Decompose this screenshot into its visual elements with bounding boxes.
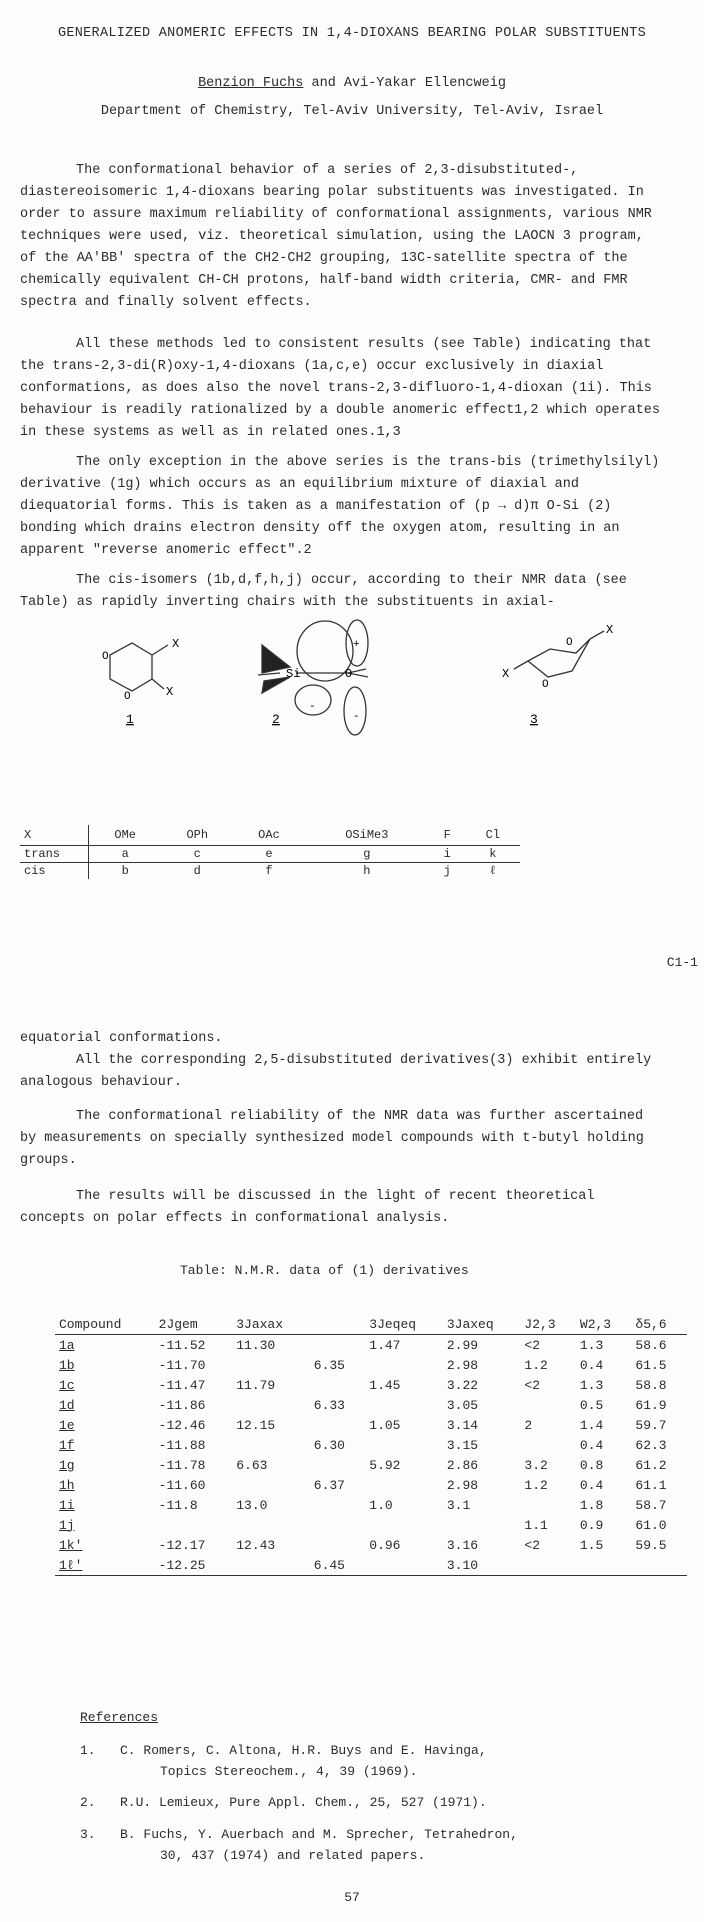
nmr-cell: 58.8 bbox=[635, 1377, 667, 1393]
structure-2-minus-bottom: - bbox=[353, 711, 360, 723]
nmr-cell: 13.0 bbox=[236, 1497, 268, 1513]
author-2: Avi-Yakar Ellencweig bbox=[343, 76, 506, 91]
table-caption: Table: N.M.R. data of (1) derivatives bbox=[180, 1263, 469, 1278]
substituent-header-cell: Cl bbox=[485, 828, 501, 842]
structure-1-x-top: X bbox=[172, 637, 180, 651]
reference-text: R.U. Lemieux, Pure Appl. Chem., 25, 527 (1971). bbox=[120, 1795, 487, 1810]
nmr-cell bbox=[520, 1435, 576, 1455]
structure-1-o-top: O bbox=[102, 651, 109, 663]
substituent-header-cell: OAc bbox=[258, 828, 280, 842]
nmr-cell: 1.05 bbox=[369, 1417, 401, 1433]
nmr-cell: 2 bbox=[524, 1417, 533, 1433]
substituent-header-cell: F bbox=[443, 828, 451, 842]
nmr-cell: -11.8 bbox=[158, 1497, 198, 1513]
substituent-cell: b bbox=[89, 863, 162, 880]
substituent-cell: e bbox=[233, 846, 305, 863]
nmr-cell: -12.17 bbox=[158, 1537, 206, 1553]
page-number: 57 bbox=[344, 1890, 360, 1905]
nmr-cell: 0.8 bbox=[579, 1457, 604, 1473]
nmr-cell bbox=[576, 1555, 632, 1576]
nmr-cell bbox=[310, 1415, 366, 1435]
structure-3-x-top: X bbox=[606, 623, 614, 637]
nmr-cell: 3.22 bbox=[446, 1377, 479, 1393]
nmr-cell bbox=[310, 1535, 366, 1555]
nmr-cell bbox=[365, 1355, 443, 1375]
nmr-cell: 1b bbox=[59, 1357, 75, 1373]
structure-3-o-top: O bbox=[566, 637, 573, 649]
substituent-cell: a bbox=[89, 846, 162, 863]
nmr-cell bbox=[155, 1515, 233, 1535]
nmr-cell bbox=[310, 1515, 366, 1535]
nmr-cell: 3.05 bbox=[446, 1397, 479, 1413]
nmr-header-row bbox=[55, 1290, 687, 1335]
nmr-cell: 1.0 bbox=[369, 1497, 393, 1513]
nmr-row bbox=[55, 1475, 687, 1495]
substituent-header-cell: OPh bbox=[186, 828, 209, 842]
nmr-row bbox=[55, 1415, 687, 1435]
substituent-cell: ℓ bbox=[466, 863, 520, 880]
nmr-cell: 6.37 bbox=[313, 1477, 345, 1493]
nmr-cell: -12.46 bbox=[158, 1417, 206, 1433]
nmr-cell bbox=[310, 1375, 366, 1395]
nmr-cell: 1.1 bbox=[524, 1517, 548, 1533]
paragraph-2: All these methods led to consistent results (see Table) indicating that the trans-2,3-di(R)oxy-1,4-dioxans (1a,c,e) occur exclusively in diaxial conformations, as does also the novel trans-2,3-difluoro-1,4-dioxan (1i). This behaviour is readily rationalized by a double anomeric effect1,2 which operates in these systems as well as in related ones.1,3 bbox=[20, 337, 661, 440]
nmr-row bbox=[55, 1395, 687, 1415]
substituent-cell: f bbox=[233, 863, 305, 880]
nmr-cell: 0.9 bbox=[579, 1517, 604, 1533]
nmr-row bbox=[55, 1535, 687, 1555]
structure-2-minus-left: - bbox=[309, 701, 316, 713]
structure-1-label: 1 bbox=[126, 712, 134, 727]
nmr-cell bbox=[520, 1395, 576, 1415]
nmr-cell: 1k' bbox=[59, 1537, 83, 1553]
substituent-header-row bbox=[20, 825, 520, 846]
nmr-row bbox=[55, 1555, 687, 1576]
nmr-cell: 3.16 bbox=[446, 1537, 479, 1553]
nmr-cell: <2 bbox=[524, 1537, 541, 1553]
nmr-cell: 0.4 bbox=[579, 1477, 604, 1493]
substituent-cell: h bbox=[305, 863, 429, 880]
nmr-cell: 1ℓ' bbox=[55, 1555, 155, 1576]
nmr-cell: -11.78 bbox=[158, 1457, 206, 1473]
substituent-header-cell: OMe bbox=[114, 828, 137, 842]
nmr-cell: 1.45 bbox=[369, 1377, 401, 1393]
nmr-cell: -11.86 bbox=[158, 1397, 206, 1413]
structure-3-o-bottom: O bbox=[542, 679, 549, 691]
nmr-cell bbox=[631, 1555, 687, 1576]
substituent-row-trans bbox=[20, 846, 520, 863]
substituent-cell: k bbox=[466, 846, 520, 863]
substituent-cell: trans bbox=[20, 846, 89, 863]
structure-2-o: O bbox=[345, 667, 353, 681]
nmr-cell: 3.1 bbox=[446, 1497, 471, 1513]
reference-item bbox=[80, 1740, 680, 1782]
structure-3-x-bottom: X bbox=[502, 667, 510, 681]
nmr-row bbox=[55, 1515, 687, 1535]
nmr-cell: 59.5 bbox=[635, 1537, 667, 1553]
paragraph-5: equatorial conformations. bbox=[20, 1031, 223, 1046]
nmr-cell bbox=[520, 1495, 576, 1515]
nmr-cell: 58.7 bbox=[635, 1497, 667, 1513]
nmr-cell: 2.99 bbox=[446, 1337, 479, 1353]
nmr-cell: 61.9 bbox=[635, 1397, 667, 1413]
nmr-cell: 1.47 bbox=[369, 1337, 401, 1353]
nmr-cell: 0.96 bbox=[369, 1537, 401, 1553]
nmr-cell: 1i bbox=[59, 1497, 75, 1513]
author-1: Benzion Fuchs bbox=[198, 76, 304, 91]
nmr-cell bbox=[365, 1515, 443, 1535]
paragraph-6: All the corresponding 2,5-disubstituted derivatives(3) exhibit entirely analogous behaviour. bbox=[20, 1053, 652, 1090]
nmr-cell: 61.5 bbox=[635, 1357, 667, 1373]
nmr-cell bbox=[365, 1395, 443, 1415]
nmr-cell: 11.30 bbox=[236, 1337, 276, 1353]
nmr-cell bbox=[310, 1455, 366, 1475]
page-code: C1-1 bbox=[666, 955, 698, 970]
reference-text: C. Romers, C. Altona, H.R. Buys and E. Havinga, bbox=[120, 1743, 487, 1758]
nmr-cell: -11.60 bbox=[158, 1477, 206, 1493]
nmr-cell: 6.45 bbox=[310, 1555, 366, 1576]
nmr-cell: 1c bbox=[59, 1377, 75, 1393]
substituent-cell: cis bbox=[20, 863, 89, 880]
authors bbox=[0, 76, 704, 91]
nmr-cell: 62.3 bbox=[635, 1437, 667, 1453]
substituent-cell: j bbox=[429, 863, 466, 880]
nmr-cell: 1.5 bbox=[579, 1537, 604, 1553]
nmr-cell bbox=[365, 1475, 443, 1495]
nmr-cell bbox=[232, 1515, 310, 1535]
substituent-cell: g bbox=[305, 846, 429, 863]
affiliation: Department of Chemistry, Tel-Aviv University, Tel-Aviv, Israel bbox=[100, 104, 604, 119]
reference-number: 3. bbox=[80, 1827, 96, 1842]
paper-title: GENERALIZED ANOMERIC EFFECTS IN 1,4-DIOXANS BEARING POLAR SUBSTITUENTS bbox=[57, 26, 647, 41]
references-heading: References bbox=[80, 1710, 159, 1725]
nmr-cell: 3.15 bbox=[446, 1437, 479, 1453]
substituent-cell: d bbox=[161, 863, 233, 880]
structure-1-x-bottom: X bbox=[166, 685, 174, 699]
nmr-cell bbox=[365, 1555, 443, 1576]
nmr-cell: 12.15 bbox=[236, 1417, 276, 1433]
nmr-row bbox=[55, 1455, 687, 1475]
nmr-cell: 0.5 bbox=[579, 1397, 604, 1413]
reference-item bbox=[80, 1792, 680, 1813]
reference-text: 30, 437 (1974) and related papers. bbox=[160, 1848, 426, 1863]
nmr-cell: 59.7 bbox=[635, 1417, 667, 1433]
nmr-cell: 1.2 bbox=[524, 1357, 548, 1373]
nmr-cell: 11.79 bbox=[236, 1377, 276, 1393]
nmr-header-cell: 2Jgem bbox=[155, 1290, 233, 1335]
nmr-row bbox=[55, 1335, 687, 1356]
nmr-cell: 5.92 bbox=[369, 1457, 401, 1473]
nmr-cell: -11.52 bbox=[158, 1337, 206, 1353]
nmr-cell: <2 bbox=[524, 1337, 541, 1353]
nmr-cell: 2.98 bbox=[446, 1357, 479, 1373]
substituent-cell: c bbox=[161, 846, 233, 863]
nmr-cell bbox=[365, 1435, 443, 1455]
nmr-cell: 0.4 bbox=[579, 1357, 604, 1373]
nmr-cell bbox=[232, 1355, 310, 1375]
paragraph-1: The conformational behavior of a series of 2,3-disubstituted-, diastereoisomeric 1,4-dioxans bearing polar substituents was investigated. In order to assure maximum reliability of conformational assignments, various NMR techniques were used, viz. theoretical simulation, using the LAOCN 3 program, of the AA'BB' spectra of the CH2-CH2 grouping, 13C-satellite spectra of the chemically equivalent CH-CH protons, half-band width criteria, CMR- and FMR spectra and finally solvent effects. bbox=[20, 163, 652, 310]
nmr-cell: -11.47 bbox=[158, 1377, 206, 1393]
structure-2-label: 2 bbox=[272, 712, 280, 727]
nmr-cell: 1a bbox=[59, 1337, 75, 1353]
nmr-cell: 3.10 bbox=[443, 1555, 521, 1576]
nmr-cell: 6.63 bbox=[236, 1457, 268, 1473]
nmr-header-cell: Compound bbox=[55, 1290, 155, 1335]
nmr-header-cell: 3Jeqeq bbox=[365, 1290, 443, 1335]
nmr-header-cell: J2,3 bbox=[520, 1290, 576, 1335]
substituent-table bbox=[20, 825, 520, 879]
reference-number: 2. bbox=[80, 1795, 96, 1810]
nmr-cell: 12.43 bbox=[236, 1537, 276, 1553]
nmr-cell: 61.2 bbox=[635, 1457, 667, 1473]
nmr-row bbox=[55, 1495, 687, 1515]
substituent-row-cis bbox=[20, 863, 520, 880]
nmr-cell: 1.8 bbox=[579, 1497, 604, 1513]
nmr-header-cell bbox=[310, 1290, 366, 1335]
nmr-cell: 1.3 bbox=[579, 1377, 604, 1393]
nmr-cell: 1.4 bbox=[579, 1417, 604, 1433]
nmr-cell: 3.2 bbox=[524, 1457, 548, 1473]
structures-figure bbox=[0, 615, 704, 825]
paragraph-8: The results will be discussed in the light of recent theoretical concepts on polar effects in conformational analysis. bbox=[20, 1189, 595, 1226]
nmr-cell bbox=[232, 1395, 310, 1415]
reference-item bbox=[80, 1824, 680, 1866]
nmr-cell: 1e bbox=[59, 1417, 75, 1433]
nmr-cell: 6.35 bbox=[313, 1357, 345, 1373]
nmr-cell: 61.1 bbox=[635, 1477, 667, 1493]
paragraph-4: The cis-isomers (1b,d,f,h,j) occur, according to their NMR data (see Table) as rapidly inverting chairs with the substituents in axial- bbox=[20, 573, 627, 610]
nmr-cell: 1.3 bbox=[579, 1337, 604, 1353]
nmr-cell: -11.88 bbox=[158, 1437, 206, 1453]
nmr-cell bbox=[310, 1495, 366, 1515]
author-join: and bbox=[303, 76, 344, 91]
substituent-cell: i bbox=[429, 846, 466, 863]
nmr-cell: 6.33 bbox=[313, 1397, 345, 1413]
substituent-header-cell: X bbox=[20, 825, 89, 846]
reference-text: Topics Stereochem., 4, 39 (1969). bbox=[160, 1764, 418, 1779]
nmr-cell: 0.4 bbox=[579, 1437, 604, 1453]
reference-text: B. Fuchs, Y. Auerbach and M. Sprecher, Tetrahedron, bbox=[120, 1827, 518, 1842]
nmr-cell: 1g bbox=[59, 1457, 75, 1473]
nmr-row bbox=[55, 1435, 687, 1455]
nmr-cell: 6.30 bbox=[313, 1437, 345, 1453]
nmr-cell: 1f bbox=[59, 1437, 75, 1453]
nmr-cell: 1j bbox=[59, 1517, 75, 1533]
paragraph-3: The only exception in the above series is the trans-bis (trimethylsilyl) derivative (1g) which occurs as an equilibrium mixture of diaxial and diequatorial forms. This is taken as a manifestation of (p → d)π O-Si (2) bonding which drains electron density off the oxygen atom, resulting in an apparent "reverse anomeric effect".2 bbox=[20, 455, 660, 558]
nmr-cell bbox=[310, 1335, 366, 1356]
structure-3-dioxane bbox=[514, 631, 604, 677]
nmr-cell: 1d bbox=[59, 1397, 75, 1413]
structure-1-dioxane bbox=[110, 643, 168, 691]
structure-2-plus-top: + bbox=[353, 639, 360, 651]
nmr-cell: 58.6 bbox=[635, 1337, 667, 1353]
nmr-cell: 1h bbox=[59, 1477, 75, 1493]
nmr-cell: <2 bbox=[524, 1377, 541, 1393]
nmr-cell: 61.0 bbox=[635, 1517, 667, 1533]
nmr-header-cell: 3Jaxeq bbox=[443, 1290, 521, 1335]
substituent-header-cell: OSiMe3 bbox=[345, 828, 389, 842]
nmr-cell: 1.2 bbox=[524, 1477, 548, 1493]
nmr-cell: -12.25 bbox=[155, 1555, 233, 1576]
nmr-cell bbox=[443, 1515, 521, 1535]
nmr-cell bbox=[232, 1555, 310, 1576]
nmr-cell: 2.98 bbox=[446, 1477, 479, 1493]
nmr-cell: -11.70 bbox=[158, 1357, 206, 1373]
nmr-cell: 3.14 bbox=[446, 1417, 479, 1433]
nmr-header-cell: 3Jaxax bbox=[232, 1290, 310, 1335]
nmr-cell: 2.86 bbox=[446, 1457, 479, 1473]
structure-1-o-bottom: O bbox=[124, 691, 131, 703]
reference-number: 1. bbox=[80, 1743, 96, 1758]
nmr-row bbox=[55, 1355, 687, 1375]
nmr-cell bbox=[520, 1555, 576, 1576]
paragraph-7: The conformational reliability of the NMR data was further ascertained by measurements on specially synthesized model compounds with t-butyl holding groups. bbox=[20, 1109, 644, 1168]
nmr-header-cell: W2,3 bbox=[576, 1290, 632, 1335]
structure-3-label: 3 bbox=[530, 712, 538, 727]
nmr-cell bbox=[232, 1475, 310, 1495]
nmr-cell bbox=[232, 1435, 310, 1455]
nmr-header-cell: δ5,6 bbox=[631, 1290, 687, 1335]
nmr-data-table bbox=[55, 1290, 687, 1576]
nmr-row bbox=[55, 1375, 687, 1395]
structure-2-si: Si bbox=[286, 667, 301, 681]
